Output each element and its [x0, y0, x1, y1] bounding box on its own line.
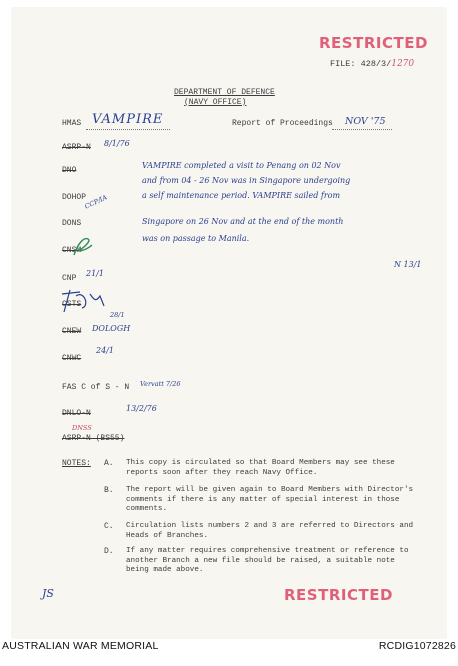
distribution-code: DNLO-N	[62, 409, 91, 418]
distribution-annotation: CCP/IA	[83, 193, 109, 211]
file-number-typed: 428/3/	[360, 59, 392, 69]
handwritten-line: a self maintenance period. VAMPIRE sailed from	[142, 191, 341, 200]
bottom-initial: JS	[42, 587, 54, 600]
file-label: FILE:	[330, 59, 356, 69]
note-text: If any matter requires comprehensive treatment or reference to another Branch a new file should be raised, a suitable note being made above.	[126, 547, 409, 574]
handwritten-line: and from 04 - 26 Nov was in Singapore undergoing	[142, 176, 351, 185]
note-letter: C.	[104, 522, 114, 531]
distribution-code: CSTS	[62, 300, 82, 309]
distribution-code: FAS C of S - N	[62, 383, 130, 392]
green-initial-mark	[70, 233, 94, 259]
distribution-annotation: 8/1/76	[104, 139, 130, 148]
signature-mark	[60, 286, 116, 316]
distribution-code: CNSM	[62, 246, 82, 255]
handwritten-line: VAMPIRE completed a visit to Penang on 02 Nov	[142, 161, 341, 170]
distribution-code: CNWC	[62, 354, 82, 363]
report-month: NOV '75	[345, 116, 386, 127]
footer-record-id: RCDIG1072826	[378, 640, 456, 652]
report-month-rule	[332, 129, 392, 130]
note-letter: D.	[104, 547, 114, 556]
distribution-code: ASRP-N	[62, 143, 91, 152]
document-page	[12, 8, 446, 638]
department-heading: DEPARTMENT OF DEFENCE	[174, 88, 275, 97]
distribution-date-note: 28/1	[110, 311, 125, 319]
ship-name: VAMPIRE	[92, 112, 164, 127]
hmas-label: HMAS	[62, 119, 82, 128]
margin-initials: N 13/1	[394, 260, 422, 269]
notes-label: NOTES:	[62, 459, 91, 468]
report-title: Report of Proceedings	[232, 119, 333, 128]
note-text: This copy is circulated so that Board Members may see these reports soon after they reach Navy Office.	[126, 459, 395, 477]
note-text: Circulation lists numbers 2 and 3 are referred to Directors and Heads of Branches.	[126, 522, 414, 540]
distribution-annotation: DNSS	[72, 424, 92, 432]
distribution-annotation: 21/1	[86, 269, 104, 278]
distribution-code: DONS	[62, 219, 82, 228]
distribution-code: CNEW	[62, 327, 82, 336]
note-text: The report will be given again to Board Members with Director's comments if there is any matter of special interest in those comments.	[126, 486, 414, 513]
footer-archive-name: AUSTRALIAN WAR MEMORIAL	[2, 640, 159, 652]
distribution-code: DNO	[62, 166, 77, 175]
distribution-annotation: 24/1	[96, 346, 114, 355]
distribution-code: DOHOP	[62, 193, 87, 202]
office-heading: (NAVY OFFICE)	[184, 98, 247, 107]
restricted-stamp-top: RESTRICTED	[319, 34, 428, 52]
note-letter: A.	[104, 459, 114, 468]
file-reference	[330, 59, 414, 69]
handwritten-line: was on passage to Manila.	[142, 234, 250, 243]
distribution-code: ASRP-N (BS55)	[62, 434, 125, 443]
note-letter: B.	[104, 486, 114, 495]
restricted-stamp-bottom: RESTRICTED	[284, 586, 393, 604]
distribution-annotation: DOLOGH	[92, 324, 131, 333]
distribution-annotation: 13/2/76	[126, 404, 157, 413]
ship-name-rule	[86, 129, 170, 130]
distribution-annotation: Vervatt 7/26	[140, 380, 181, 388]
file-number-handwritten: 1270	[391, 59, 415, 69]
handwritten-line: Singapore on 26 Nov and at the end of the month	[142, 217, 344, 226]
distribution-code: CNP	[62, 274, 77, 283]
